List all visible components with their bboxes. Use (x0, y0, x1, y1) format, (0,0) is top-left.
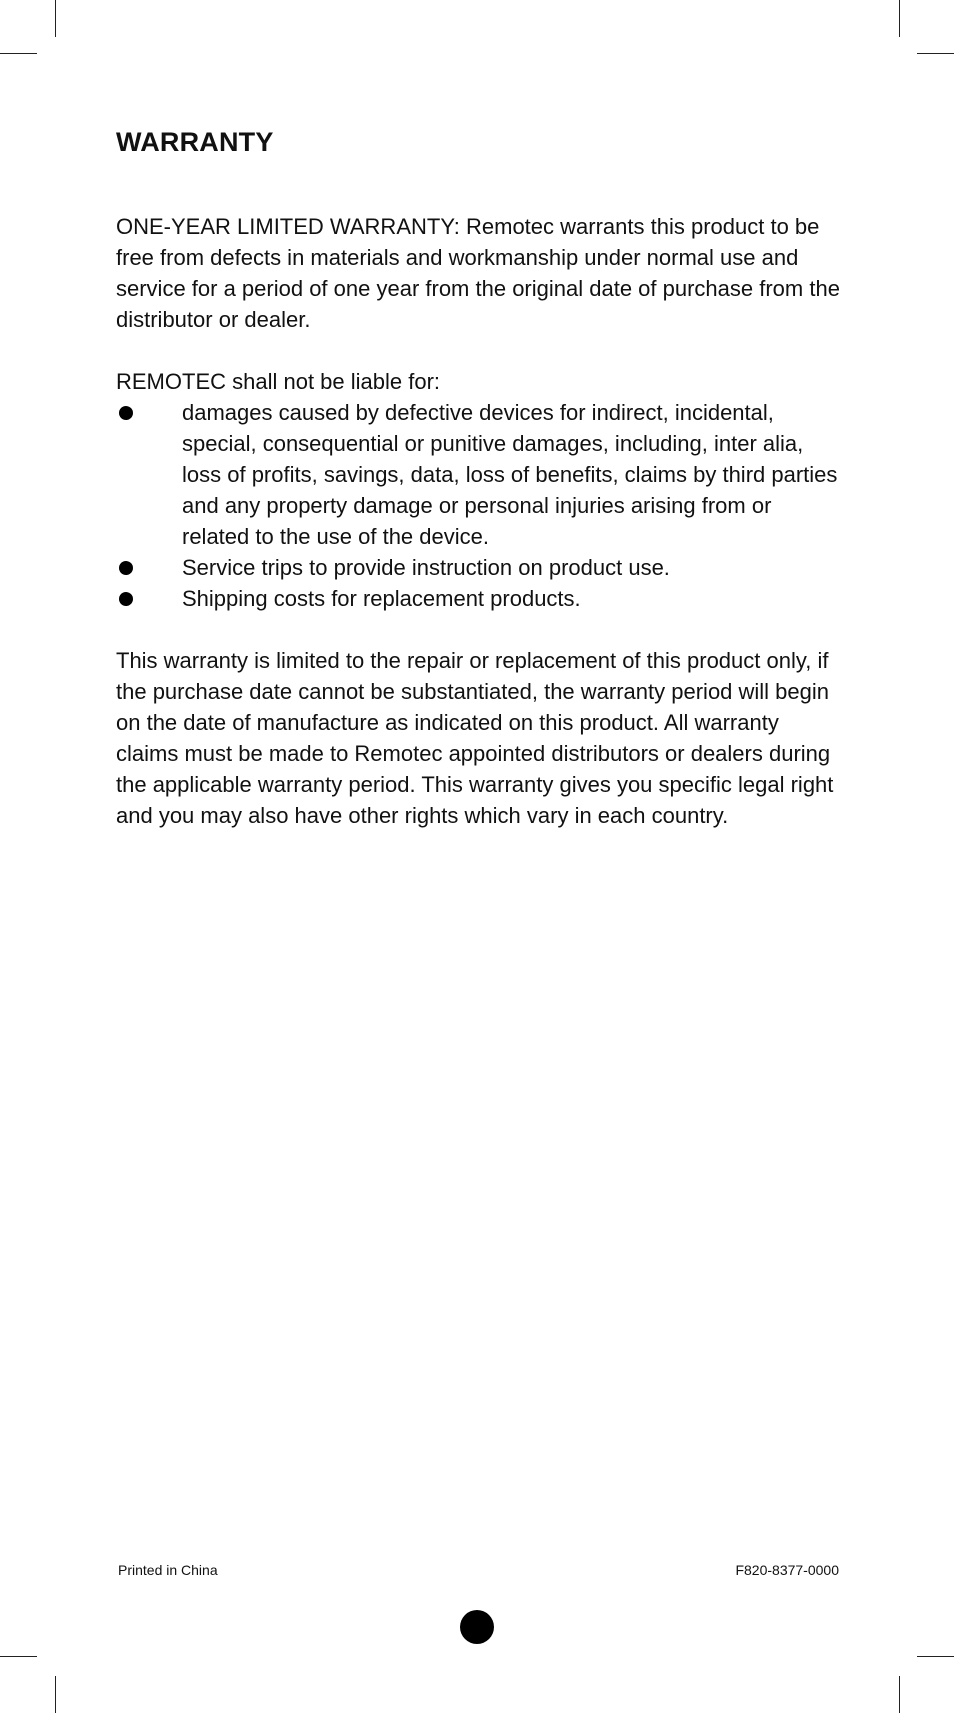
crop-mark-bottom-right-horizontal (917, 1656, 954, 1657)
crop-mark-top-left-vertical (55, 0, 56, 37)
exclusions-list (116, 397, 842, 614)
crop-mark-top-left-horizontal (0, 53, 37, 54)
warranty-intro-paragraph: ONE-YEAR LIMITED WARRANTY: Remotec warrants this product to be free from defects in materials and workmanship under normal use and service for a period of one year from the original date of purchase from the distributor or dealer. (116, 214, 840, 332)
crop-mark-top-right-horizontal (917, 53, 954, 54)
part-number-label: F820-8377-0000 (735, 1562, 839, 1578)
registration-dot-icon (460, 1610, 494, 1644)
list-item-text: Shipping costs for replacement products. (182, 586, 581, 611)
crop-mark-bottom-right-vertical (899, 1676, 900, 1713)
list-item-text: damages caused by defective devices for indirect, incidental, special, consequential or punitive damages, including, inter alia, loss of profits, savings, data, loss of benefits, claims by third parties and any property damage or personal injuries arising from or related to the use of the device. (182, 400, 838, 549)
bullet-icon (119, 592, 133, 606)
crop-mark-bottom-left-horizontal (0, 1656, 37, 1657)
printed-in-label: Printed in China (118, 1562, 218, 1578)
liability-intro: REMOTEC shall not be liable for: (116, 369, 441, 394)
warranty-content (116, 124, 842, 831)
warranty-limitation-paragraph: This warranty is limited to the repair or replacement of this product only, if the purchase date cannot be substantiated, the warranty period will begin on the date of manufacture as indicated on this product. All warranty claims must be made to Remotec appointed distributors or dealers during the applicable warranty period. This warranty gives you specific legal right and you may also have other rights which vary in each country. (116, 648, 834, 828)
list-item (116, 397, 842, 552)
list-item (116, 583, 842, 614)
bullet-icon (119, 406, 133, 420)
list-item-text: Service trips to provide instruction on product use. (182, 555, 670, 580)
list-item (116, 552, 842, 583)
crop-mark-top-right-vertical (899, 0, 900, 37)
crop-mark-bottom-left-vertical (55, 1676, 56, 1713)
page-title: WARRANTY (116, 127, 274, 157)
bullet-icon (119, 561, 133, 575)
